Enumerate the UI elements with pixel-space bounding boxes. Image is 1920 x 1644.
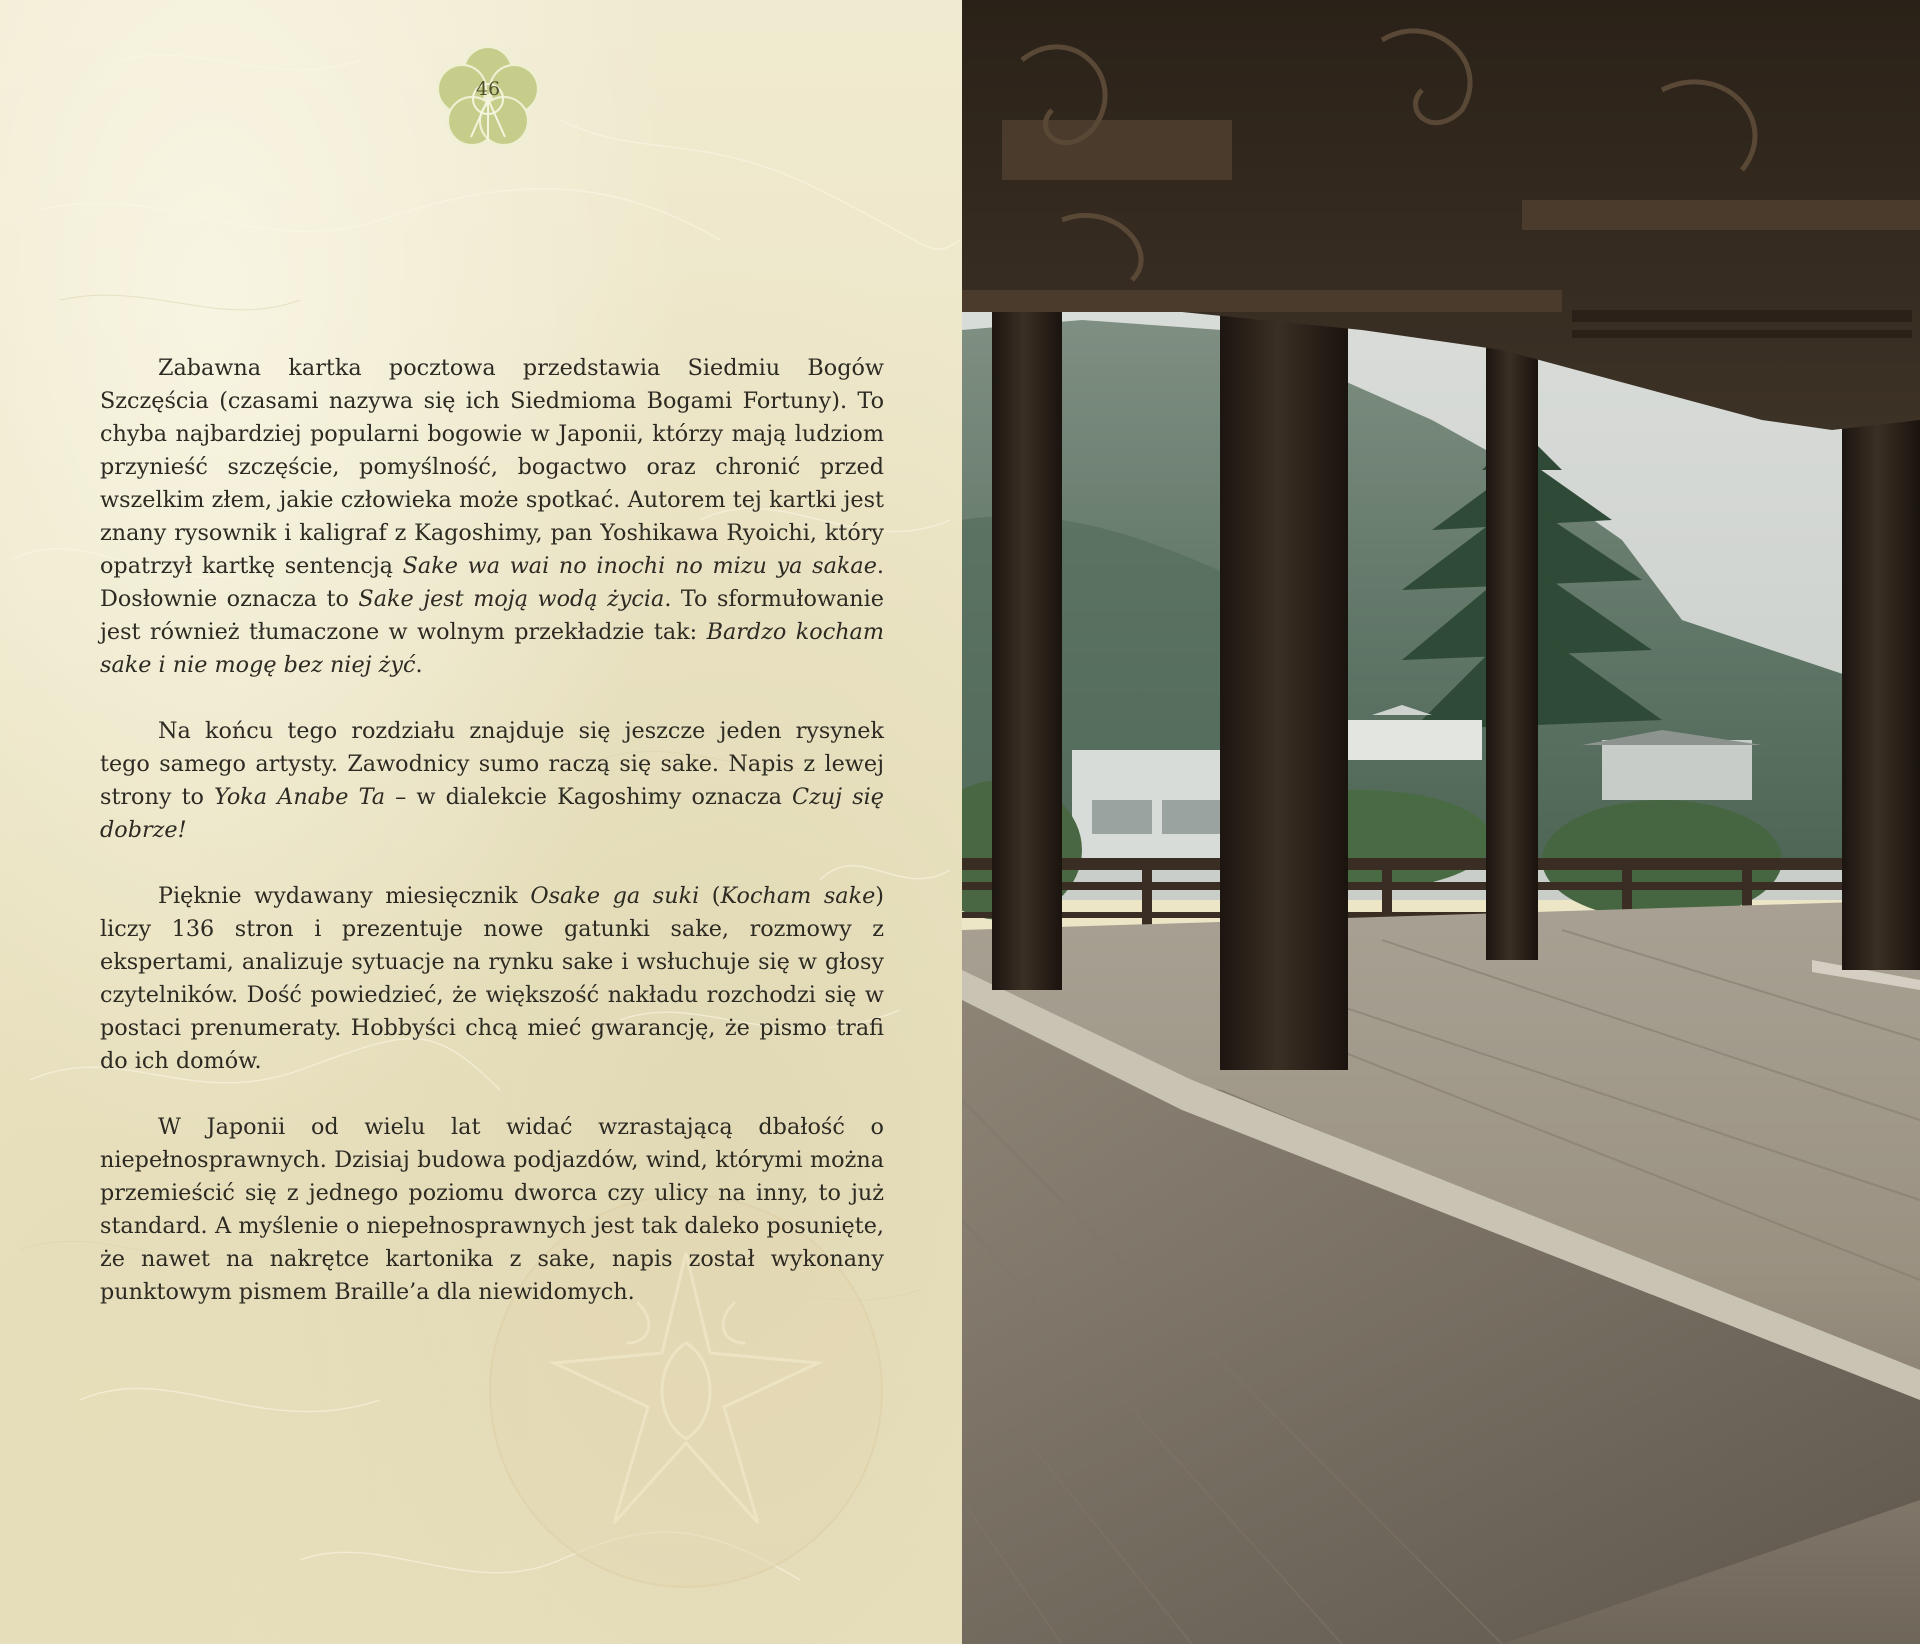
text-run: Na końcu tego rozdziału znajduje się jeszcze jeden rysynek tego samego artysty. Zawodnicy sumo raczą się sake. Napis z lewej strony to: [100, 718, 884, 810]
italic-phrase: Osake ga suki: [530, 883, 700, 909]
text-run: . To sformułowanie jest również tłumaczone w wolnym przekładzie tak:: [100, 586, 884, 645]
italic-phrase: Kocham sake: [720, 883, 876, 909]
text-run: .: [415, 652, 423, 678]
text-run: W Japonii od wielu lat widać wzrastającą dbałość o niepełnosprawnych. Dzisiaj budowa podjazdów, wind, którymi można przemieścić się z jednego poziomu dworca czy ulicy na inny, to już standard. A myślenie o niepełnosprawnych jest tak daleko posunięte, że nawet na nakrętce kartonika z sake, napis został wykonany punktowym pismem Braille’a dla niewidomych.: [100, 1114, 884, 1305]
text-run: Zabawna kartka pocztowa przedstawia Siedmiu Bogów Szczęścia (czasami nazywa się ich Siedmioma Bogami Fortuny). To chyba najbardziej popularni bogowie w Japonii, którzy mają ludziom przynieść szczęście, pomyślność, bogactwo oraz chronić przed wszelkim złem, jakie człowieka może spotkać. Autorem tej kartki jest znany rysownik i kaligraf z Kagoshimy, pan Yoshikawa Ryoichi, który opatrzył kartkę sentencją: [100, 355, 884, 579]
italic-phrase: Czuj się dobrze!: [100, 784, 884, 843]
italic-phrase: Sake jest moją wodą życia: [358, 586, 665, 612]
text-run: – w dialekcie Kagoshimy oznacza: [385, 784, 793, 810]
italic-phrase: Yoka Anabe Ta: [214, 784, 385, 810]
paragraph: [100, 1111, 884, 1309]
text-run: (: [699, 883, 721, 909]
text-run: Pięknie wydawany miesięcznik: [158, 883, 531, 909]
temple-veranda-photo: [962, 0, 1920, 1644]
italic-phrase: Bardzo kocham sake i nie mogę bez niej żyć: [100, 619, 884, 678]
italic-phrase: Sake wa wai no inochi no mizu ya sakae: [402, 553, 877, 579]
page-number: 46: [475, 78, 501, 100]
paragraph: [100, 352, 884, 682]
paragraph: [100, 715, 884, 847]
text-run: ) liczy 136 stron i prezentuje nowe gatunki sake, rozmowy z ekspertami, analizuje sytuacje na rynku sake i wsłuchuje się w głosy czytelników. Dość powiedzieć, że większość nakładu rozchodzi się w postaci prenumeraty. Hobbyści chcą mieć gwarancję, że pismo trafi do ich domów.: [100, 883, 884, 1074]
text-run: . Dosłownie oznacza to: [100, 553, 884, 612]
body-text: [100, 352, 884, 1342]
paragraph: [100, 880, 884, 1078]
